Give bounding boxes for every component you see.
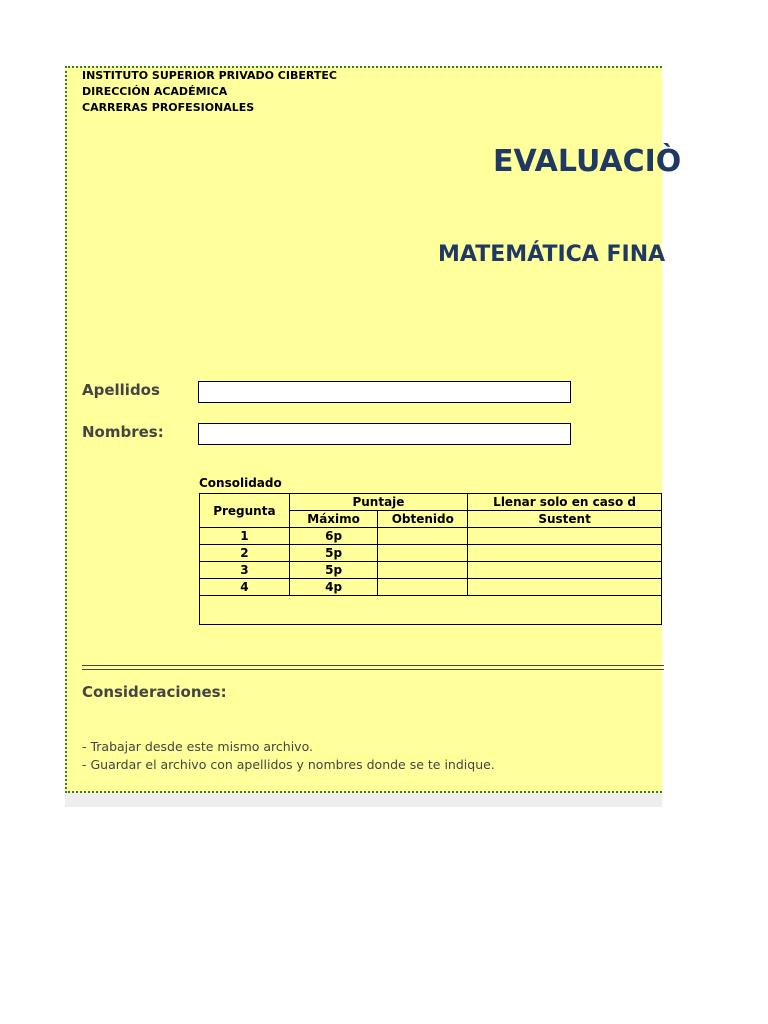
row-pregunta: 3 <box>200 562 290 579</box>
exam-title: EVALUACIÒ <box>493 144 682 179</box>
header-llenar: Llenar solo en caso d <box>468 494 662 511</box>
divider <box>82 665 664 666</box>
header-maximo: Máximo <box>289 511 378 528</box>
table-row <box>200 562 662 579</box>
row-obtenido-cell[interactable] <box>378 579 468 596</box>
header-pregunta: Pregunta <box>200 494 290 528</box>
row-maximo: 6p <box>289 528 378 545</box>
header-line-1: INSTITUTO SUPERIOR PRIVADO CIBERTEC <box>82 69 337 82</box>
header-line-2: DIRECCIÓN ACADÉMICA <box>82 85 228 98</box>
row-obtenido-cell[interactable] <box>378 562 468 579</box>
sheet-bottom-strip <box>65 793 662 807</box>
nombres-input[interactable] <box>198 423 571 445</box>
consolidado-label: Consolidado <box>199 476 282 490</box>
row-maximo: 5p <box>289 545 378 562</box>
row-maximo: 4p <box>289 579 378 596</box>
row-pregunta: 1 <box>200 528 290 545</box>
table-total-row <box>200 596 662 625</box>
nombres-label: Nombres: <box>82 423 164 441</box>
header-puntaje: Puntaje <box>289 494 467 511</box>
row-obtenido-cell[interactable] <box>378 528 468 545</box>
row-obtenido-cell[interactable] <box>378 545 468 562</box>
score-table <box>199 493 662 625</box>
divider <box>82 669 664 670</box>
consideraciones-list <box>82 738 495 774</box>
apellidos-input[interactable] <box>198 381 571 403</box>
list-item: - Guardar el archivo con apellidos y nombres donde se te indique. <box>82 757 495 772</box>
institution-header <box>82 68 337 116</box>
apellidos-label: Apellidos <box>82 381 160 399</box>
table-row <box>200 528 662 545</box>
row-pregunta: 2 <box>200 545 290 562</box>
course-title: MATEMÁTICA FINA <box>438 242 666 267</box>
list-item: - Trabajar desde este mismo archivo. <box>82 739 313 754</box>
row-sustento-cell[interactable] <box>468 562 662 579</box>
header-sustento: Sustent <box>468 511 662 528</box>
total-cell[interactable] <box>200 596 662 625</box>
row-maximo: 5p <box>289 562 378 579</box>
consideraciones-title: Consideraciones: <box>82 683 227 701</box>
row-sustento-cell[interactable] <box>468 579 662 596</box>
table-row <box>200 579 662 596</box>
row-sustento-cell[interactable] <box>468 528 662 545</box>
header-line-3: CARRERAS PROFESIONALES <box>82 101 255 114</box>
table-row <box>200 545 662 562</box>
row-pregunta: 4 <box>200 579 290 596</box>
exam-sheet <box>65 66 682 793</box>
row-sustento-cell[interactable] <box>468 545 662 562</box>
header-obtenido: Obtenido <box>378 511 468 528</box>
